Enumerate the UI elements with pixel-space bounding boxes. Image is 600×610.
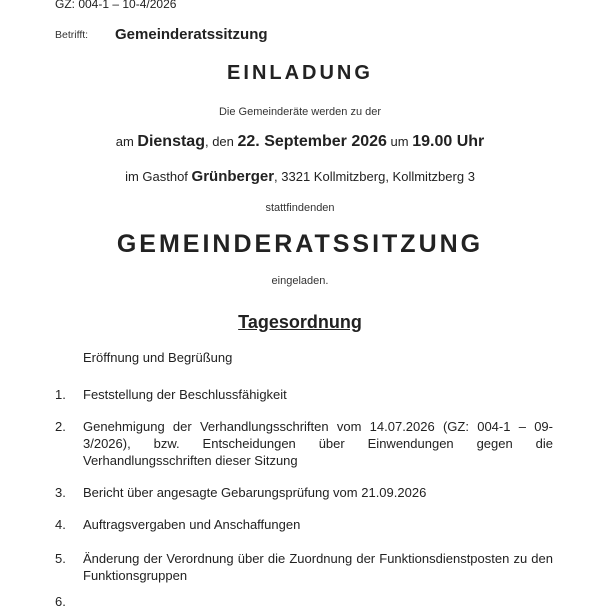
agenda-item-text: Auftragsvergaben und Anschaffungen xyxy=(83,517,301,532)
subject-value: Gemeinderatssitzung xyxy=(115,26,268,43)
agenda-heading: Tagesordnung xyxy=(238,312,362,332)
agenda-item-number: 5. xyxy=(55,551,66,566)
agenda-item-text: Bericht über angesagte Gebarungsprüfung vom 21.09.2026 xyxy=(83,485,427,500)
invitation-intro: Die Gemeinderäte werden zu der xyxy=(218,106,382,118)
subject-label: Betrifft: xyxy=(55,29,89,41)
date-mid: , den xyxy=(204,134,238,149)
meeting-venue-line xyxy=(0,168,600,185)
agenda-item-number: 4. xyxy=(55,517,66,532)
agenda-item-text: Änderung der Verordnung über die Zuordnung der Funktionsdienstposten zu den Funktionsgruppen xyxy=(83,551,553,583)
agenda-item-text: Genehmigung der Verhandlungsschriften vom 14.07.2026 (GZ: 004-1 – 09-3/2026), bzw. Entscheidungen über Einwendungen gegen die Verhandlungsschriften dieser Sitzung xyxy=(83,419,553,468)
eingeladen-text: eingeladen. xyxy=(271,275,329,287)
agenda-item-number: 2. xyxy=(55,419,66,434)
venue-prefix: im Gasthof xyxy=(125,169,192,184)
agenda-item-number: 3. xyxy=(55,485,66,500)
meeting-weekday: Dienstag xyxy=(137,133,205,150)
invitation-title: EINLADUNG xyxy=(227,62,373,84)
meeting-date: 22. September 2026 xyxy=(237,133,387,150)
venue-address: , 3321 Kollmitzberg, Kollmitzberg 3 xyxy=(274,169,475,184)
stattfindenden-text: stattfindenden xyxy=(265,202,335,214)
time-prefix: um xyxy=(386,134,413,149)
agenda-opening: Eröffnung und Begrüßung xyxy=(83,350,233,365)
reference-number: GZ: 004-1 – 10-4/2026 xyxy=(55,0,177,11)
venue-name: Grünberger xyxy=(191,168,275,185)
meeting-time: 19.00 Uhr xyxy=(412,133,485,150)
date-prefix: am xyxy=(115,134,138,149)
meeting-title: GEMEINDERATSSITZUNG xyxy=(116,230,484,258)
agenda-item-number: 6. xyxy=(55,594,66,609)
agenda-item-number: 1. xyxy=(55,387,66,402)
agenda-item-text: Feststellung der Beschlussfähigkeit xyxy=(83,387,287,402)
meeting-date-line xyxy=(0,133,600,151)
